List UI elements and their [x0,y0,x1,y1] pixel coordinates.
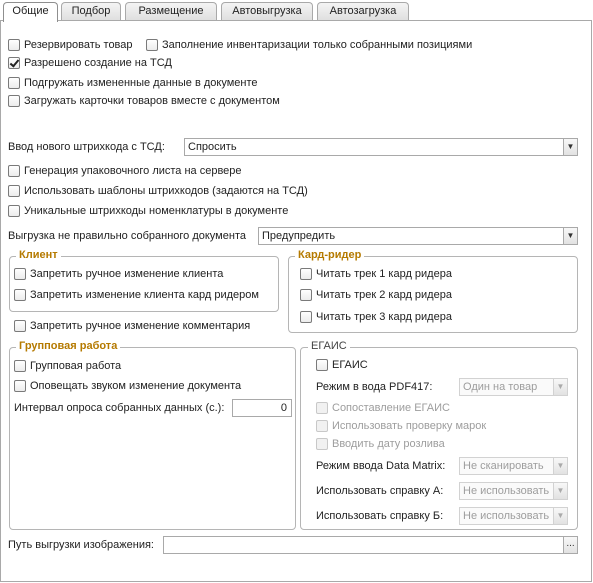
ref-a-select[interactable] [459,482,568,500]
chevron-down-icon[interactable]: ▼ [553,483,567,499]
track2-checkbox[interactable] [300,289,312,301]
poll-interval-label: Интервал опроса собранных данных (с.): [14,402,225,414]
egais-match-label: Сопоставление ЕГАИС [332,402,450,414]
bottling-date-label: Вводить дату розлива [332,438,445,450]
track3-checkbox[interactable] [300,311,312,323]
track2-label: Читать трек 2 кард ридера [316,289,452,301]
pdf417-mode-label: Режим в вода PDF417: [316,381,433,393]
forbid-card-client-checkbox[interactable] [14,289,26,301]
chevron-down-icon[interactable]: ▼ [563,139,577,155]
card-reader-group-title: Кард-ридер [295,249,364,262]
forbid-comment-checkbox[interactable] [14,320,26,332]
bottling-date-checkbox[interactable] [316,438,328,450]
fill-inventory-checkbox[interactable] [146,39,158,51]
pdf417-mode-select[interactable] [459,378,568,396]
barcode-input-select[interactable] [184,138,578,156]
image-path-label: Путь выгрузки изображения: [8,539,154,551]
unique-barcodes-checkbox[interactable] [8,205,20,217]
forbid-card-client-label: Запретить изменение клиента кард ридером [30,289,259,301]
track3-label: Читать трек 3 кард ридера [316,311,452,323]
egais-label: ЕГАИС [332,359,368,371]
reserve-goods-label: Резервировать товар [24,39,133,51]
egais-match-checkbox[interactable] [316,402,328,414]
packing-list-label: Генерация упаковочного листа на сервере [24,165,242,177]
poll-interval-input[interactable]: 0 [232,399,292,417]
egais-checkbox[interactable] [316,359,328,371]
barcode-templates-label: Использовать шаблоны штрихкодов (задаются на ТСД) [24,185,308,197]
client-group [9,256,279,312]
load-cards-label: Загружать карточки товаров вместе с документом [24,95,280,107]
allow-create-tsd-label: Разрешено создание на ТСД [24,57,172,69]
tab-general[interactable]: Общие [3,2,58,22]
mark-check-label: Использовать проверку марок [332,420,487,432]
allow-create-tsd-checkbox[interactable] [8,57,20,69]
ref-b-label: Использовать справку Б: [316,510,444,522]
reserve-goods-checkbox[interactable] [8,39,20,51]
ref-b-select[interactable] [459,507,568,525]
group-work-group [9,347,296,530]
chevron-down-icon[interactable]: ▼ [553,458,567,474]
barcode-templates-checkbox[interactable] [8,185,20,197]
sound-notify-checkbox[interactable] [14,380,26,392]
pdf417-mode-value: Один на товар [463,381,538,393]
forbid-comment-label: Запретить ручное изменение комментария [30,320,251,332]
unload-wrong-value: Предупредить [262,230,336,242]
packing-list-checkbox[interactable] [8,165,20,177]
mark-check-checkbox[interactable] [316,420,328,432]
tab-auto-unload[interactable]: Автовыгрузка [221,2,313,21]
unload-wrong-select[interactable] [258,227,578,245]
chevron-down-icon[interactable]: ▼ [563,228,577,244]
browse-button[interactable]: ... [563,537,577,553]
barcode-input-label: Ввод нового штрихкода с ТСД: [8,141,165,153]
load-changed-label: Подгружать измененные данные в документе [24,77,258,89]
ref-b-value: Не использовать [463,510,550,522]
datamatrix-mode-label: Режим ввода Data Matrix: [316,460,446,472]
sound-notify-label: Оповещать звуком изменение документа [30,380,242,392]
tab-selection[interactable]: Подбор [61,2,121,21]
unload-wrong-label: Выгрузка не правильно собранного документа [8,230,246,242]
track1-checkbox[interactable] [300,268,312,280]
chevron-down-icon[interactable]: ▼ [553,379,567,395]
load-cards-checkbox[interactable] [8,95,20,107]
fill-inventory-label: Заполнение инвентаризации только собранными позициями [162,39,473,51]
ref-a-label: Использовать справку А: [316,485,444,497]
datamatrix-mode-value: Не сканировать [463,460,544,472]
group-work-title: Групповая работа [16,340,120,353]
group-work-checkbox[interactable] [14,360,26,372]
chevron-down-icon[interactable]: ▼ [553,508,567,524]
track1-label: Читать трек 1 кард ридера [316,268,452,280]
forbid-manual-client-label: Запретить ручное изменение клиента [30,268,224,280]
forbid-manual-client-checkbox[interactable] [14,268,26,280]
image-path-input[interactable] [163,536,578,554]
load-changed-checkbox[interactable] [8,77,20,89]
tab-auto-load[interactable]: Автозагрузка [317,2,409,21]
datamatrix-mode-select[interactable] [459,457,568,475]
group-work-label: Групповая работа [30,360,122,372]
client-group-title: Клиент [16,249,61,262]
egais-title: ЕГАИС [308,340,350,353]
unique-barcodes-label: Уникальные штрихкоды номенклатуры в документе [24,205,289,217]
barcode-input-value: Спросить [188,141,237,153]
tab-placement[interactable]: Размещение [125,2,217,21]
ref-a-value: Не использовать [463,485,550,497]
